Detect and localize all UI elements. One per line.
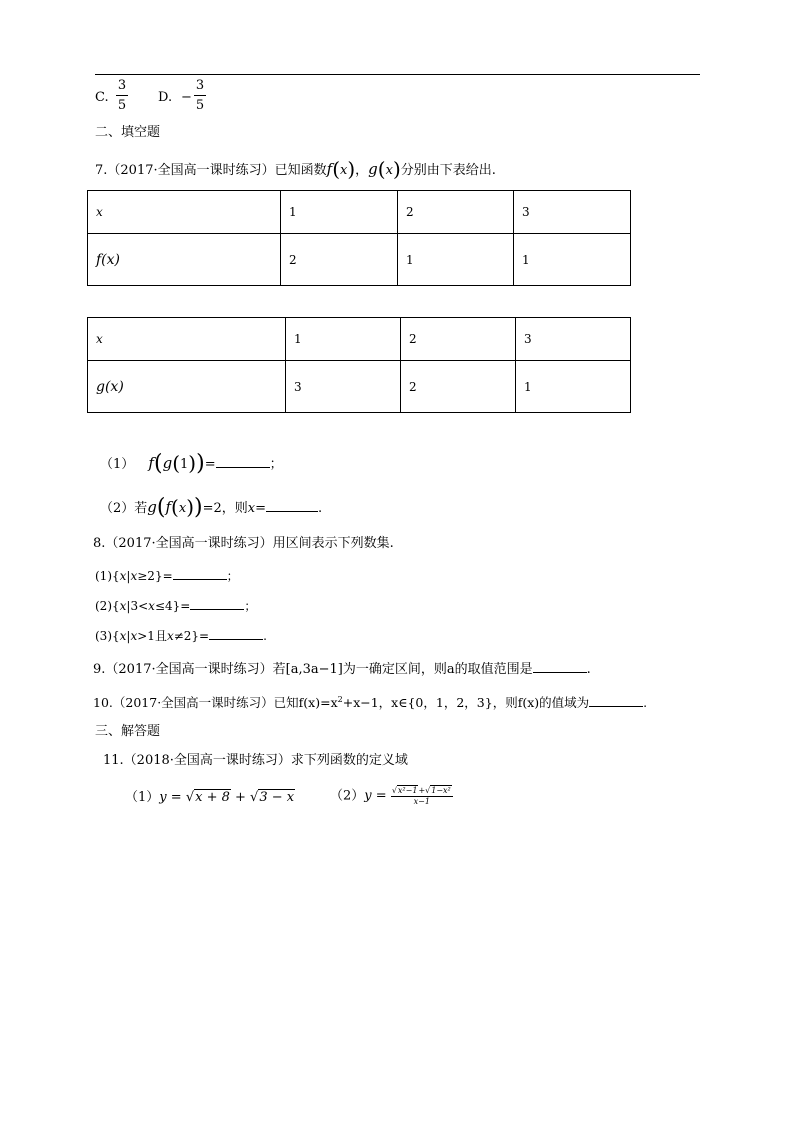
paren-left: ( xyxy=(171,495,179,519)
table-cell: 3 xyxy=(286,361,401,413)
option-c-label: C. xyxy=(95,90,109,105)
q11-part-1 xyxy=(125,789,295,806)
q7-f: f xyxy=(326,160,333,178)
q8-p3-end: . xyxy=(263,629,267,643)
radical-sign-icon: √ xyxy=(185,790,195,805)
option-d-label: D. xyxy=(158,90,173,105)
answer-blank[interactable] xyxy=(209,639,263,640)
option-d-sign: − xyxy=(181,90,192,105)
answer-blank[interactable] xyxy=(533,672,587,673)
section-title-solutions: 三、解答题 xyxy=(95,724,161,739)
q7-g: g xyxy=(368,160,378,178)
table-header-fx: f(x) xyxy=(88,234,281,286)
q7-part-1 xyxy=(100,451,283,476)
q7-suffix: 分别由下表给出. xyxy=(400,163,496,178)
option-c-denominator: 5 xyxy=(117,98,127,113)
question-11-stem: 11.（2018·全国高一课时练习）求下列函数的定义域 xyxy=(103,753,408,768)
answer-blank[interactable] xyxy=(173,579,227,580)
header-rule xyxy=(95,74,700,75)
q8-p3-x2: x xyxy=(130,629,138,643)
q7-part2-eq2: = xyxy=(255,501,267,516)
q8-p2-end: ； xyxy=(244,599,257,613)
paren-left: ( xyxy=(172,451,180,475)
option-d-denominator: 5 xyxy=(195,98,205,113)
q11-p1-radicand-1: x + 8 xyxy=(195,790,230,805)
q8-p3-a: (3){ xyxy=(95,629,120,643)
q11-p1-label: （1） xyxy=(125,790,160,805)
table-cell: 1 xyxy=(286,318,401,361)
q7-part1-f: f xyxy=(148,454,154,472)
q11-p2-num-radicand-1: x²−1 xyxy=(397,786,418,795)
q8-p3-x: x xyxy=(119,629,127,643)
q11-p2-eq: = xyxy=(371,788,391,804)
answer-blank[interactable] xyxy=(589,706,643,707)
q8-p1-x: x xyxy=(119,569,127,583)
q7-part2-x: x xyxy=(178,501,187,516)
question-10-end: . xyxy=(643,695,648,711)
radical-sign-icon: √ xyxy=(425,786,431,795)
q8-p2-c: ≤4}= xyxy=(154,599,191,613)
q7-prefix: 7.（2017·全国高一课时练习）已知函数 xyxy=(95,163,327,178)
q11-p2-denominator: x−1 xyxy=(413,797,430,806)
table-cell: 1 xyxy=(516,361,631,413)
q8-p1-x2: x xyxy=(130,569,138,583)
q11-p1-eq: = xyxy=(166,790,186,805)
q7-part2-x2: x xyxy=(247,501,256,516)
question-8-stem: 8.（2017·全国高一课时练习）用区间表示下列数集. xyxy=(93,536,394,551)
q7-part2-f: f xyxy=(165,498,172,516)
q8-p2-x2: x xyxy=(148,599,155,613)
q8-p2-a: (2){ xyxy=(95,599,120,613)
fraction-bar xyxy=(116,95,128,96)
table-cell: 2 xyxy=(398,191,514,234)
q7-x: x xyxy=(340,163,348,178)
table-cell: 1 xyxy=(514,234,631,286)
q7-part1-end: ； xyxy=(269,457,283,472)
q7-x: x xyxy=(385,163,393,178)
option-c-fraction xyxy=(116,78,128,113)
table-row xyxy=(88,318,631,361)
paren-right: ) xyxy=(188,451,197,475)
q8-part-3 xyxy=(95,628,267,644)
q7-comma: ， xyxy=(355,163,369,178)
table-cell: 1 xyxy=(398,234,514,286)
table-cell: 1 xyxy=(281,191,398,234)
q11-part-2 xyxy=(330,785,453,807)
question-9-end: . xyxy=(586,662,591,677)
q8-p3-b: | xyxy=(126,629,131,643)
radical-sign-icon: √ xyxy=(391,786,397,795)
option-d-numerator: 3 xyxy=(195,78,205,93)
table-row xyxy=(88,191,631,234)
question-7-stem xyxy=(95,157,496,181)
q8-p2-b: |3< xyxy=(126,599,149,613)
q11-p2-label: （2） xyxy=(330,788,365,804)
q11-p1-plus: + xyxy=(230,790,251,805)
q7-part2-g: g xyxy=(147,498,157,516)
question-10-stem-b: +x−1，x∈{0，1，2，3}，则f(x)的值域为 xyxy=(342,695,590,711)
q7-part1-eq: = xyxy=(204,457,216,472)
q7-part2-eq: =2，则 xyxy=(202,501,248,516)
q8-p3-c: >1且 xyxy=(137,629,167,643)
q8-p1-b: | xyxy=(126,569,131,583)
question-9-stem: 9.（2017·全国高一课时练习）若[a,3a−1]为一确定区间，则a的取值范围是 xyxy=(93,662,533,677)
question-10-stem-a: 10.（2017·全国高一课时练习）已知f(x)=x xyxy=(93,695,338,711)
paren-right: ) xyxy=(392,157,401,181)
table-header-x: x xyxy=(88,191,281,234)
section-title-fill-in: 二、填空题 xyxy=(95,125,161,140)
table-row xyxy=(88,361,631,413)
q8-part-2 xyxy=(95,598,256,614)
q7-part2-label: （2）若 xyxy=(100,501,148,516)
option-d-fraction xyxy=(194,78,206,113)
table-cell: 2 xyxy=(401,318,516,361)
table-f xyxy=(87,190,631,286)
q11-p2-y: y xyxy=(364,788,372,804)
paren-left: ( xyxy=(153,451,163,476)
q8-p1-end: ； xyxy=(226,569,239,583)
q8-p3-d: ≠2}= xyxy=(173,629,210,643)
question-10 xyxy=(93,692,647,711)
q11-p2-num-radicand-2: 1−x² xyxy=(431,786,451,795)
paren-right: ) xyxy=(347,157,356,181)
q8-part-1 xyxy=(95,568,239,584)
paren-right: ) xyxy=(194,495,203,520)
table-g xyxy=(87,317,631,413)
q8-p3-x3: x xyxy=(166,629,174,643)
question-9 xyxy=(93,662,591,678)
q7-part1-g: g xyxy=(162,454,173,472)
q11-p1-y: y xyxy=(159,790,167,805)
q7-part1-label: （1） xyxy=(100,457,135,472)
q7-part-2 xyxy=(100,495,323,520)
answer-blank[interactable] xyxy=(190,609,244,610)
q11-p2-num-plus: + xyxy=(418,786,426,795)
table-header-gx: g(x) xyxy=(88,361,286,413)
option-c-numerator: 3 xyxy=(117,78,127,93)
q11-p2-fraction xyxy=(391,785,453,807)
radical-sign-icon: √ xyxy=(250,790,259,805)
table-cell: 2 xyxy=(281,234,398,286)
q8-p1-a: (1){ xyxy=(95,569,120,583)
q8-p1-c: ≥2}= xyxy=(137,569,173,583)
paren-right: ) xyxy=(186,495,195,519)
q11-p2-numerator xyxy=(391,785,453,797)
answer-blank[interactable] xyxy=(216,467,270,468)
paren-left: ( xyxy=(156,495,166,520)
q11-p1-radicand-2: 3 − x xyxy=(259,790,295,805)
table-cell: 2 xyxy=(401,361,516,413)
fraction-bar xyxy=(194,95,206,96)
paren-left: ( xyxy=(332,157,340,181)
table-cell: 3 xyxy=(514,191,631,234)
paren-right: ) xyxy=(196,451,205,476)
table-cell: 3 xyxy=(516,318,631,361)
paren-left: ( xyxy=(377,157,386,181)
table-header-x: x xyxy=(88,318,286,361)
table-row xyxy=(88,234,631,286)
q7-part1-one: 1 xyxy=(180,457,189,472)
q7-part2-end: . xyxy=(318,501,323,516)
question-10-sup: 2 xyxy=(337,695,343,704)
q8-p2-x: x xyxy=(119,599,127,613)
answer-blank[interactable] xyxy=(266,511,318,512)
